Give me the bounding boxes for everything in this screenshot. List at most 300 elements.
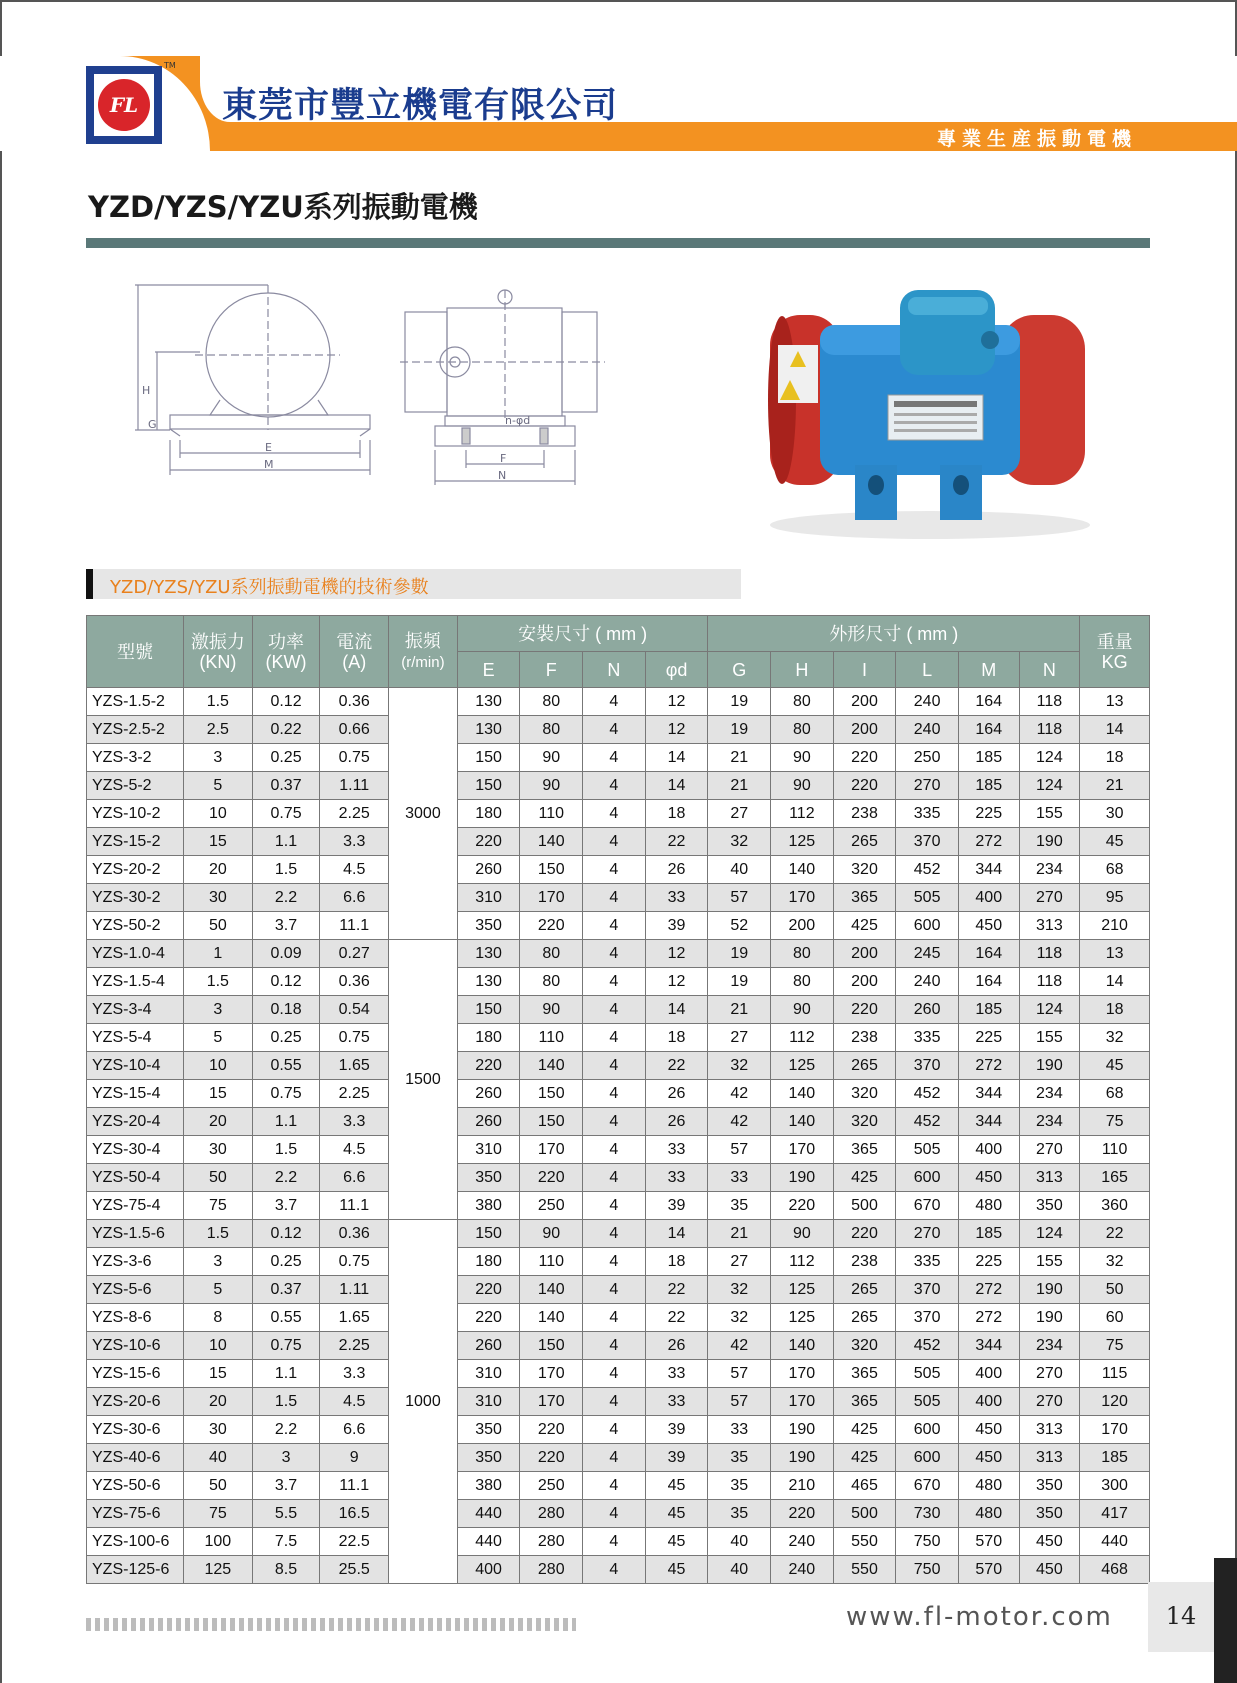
table-cell: 112 [771, 1024, 834, 1052]
table-cell: 225 [958, 1248, 1019, 1276]
table-cell: 452 [896, 1080, 959, 1108]
table-row [87, 968, 1150, 996]
table-cell: 500 [833, 1192, 896, 1220]
table-cell: 320 [833, 856, 896, 884]
table-cell: 4 [583, 912, 646, 940]
table-cell: 310 [457, 1136, 520, 1164]
table-cell: 118 [1019, 940, 1080, 968]
table-cell: 4 [583, 1220, 646, 1248]
table-cell: 280 [520, 1500, 583, 1528]
table-cell: 4 [583, 1388, 646, 1416]
table-cell: 14 [1080, 716, 1150, 744]
table-cell: 4 [583, 1192, 646, 1220]
table-cell: 4.5 [320, 1388, 389, 1416]
table-cell: 110 [520, 800, 583, 828]
table-cell: 20 [183, 856, 252, 884]
header-current: 電流 (A) [320, 616, 389, 688]
table-cell: 45 [645, 1500, 708, 1528]
table-cell: 15 [183, 1360, 252, 1388]
table-cell: 185 [958, 996, 1019, 1024]
table-cell: 39 [645, 912, 708, 940]
table-cell: 220 [771, 1192, 834, 1220]
table-cell: 30 [1080, 800, 1150, 828]
model-cell: YZS-50-2 [87, 912, 184, 940]
table-cell: 350 [1019, 1500, 1080, 1528]
table-cell: 270 [896, 1220, 959, 1248]
table-cell: 313 [1019, 1444, 1080, 1472]
table-cell: 240 [896, 716, 959, 744]
table-cell: 30 [183, 1416, 252, 1444]
table-cell: 265 [833, 1052, 896, 1080]
table-row [87, 800, 1150, 828]
table-cell: 125 [183, 1556, 252, 1584]
table-cell: 18 [1080, 996, 1150, 1024]
table-cell: 35 [708, 1472, 771, 1500]
table-cell: 452 [896, 1108, 959, 1136]
table-cell: 550 [833, 1528, 896, 1556]
table-cell: 425 [833, 1164, 896, 1192]
table-cell: 90 [520, 1220, 583, 1248]
table-cell: 200 [833, 688, 896, 716]
table-cell: 0.18 [252, 996, 320, 1024]
table-cell: 4 [583, 968, 646, 996]
table-cell: 1.5 [252, 856, 320, 884]
table-cell: 570 [958, 1556, 1019, 1584]
table-cell: 4 [583, 1164, 646, 1192]
table-cell: 1.65 [320, 1304, 389, 1332]
table-cell: 270 [1019, 884, 1080, 912]
dim-label-n: N [498, 469, 507, 482]
table-cell: 13 [1080, 688, 1150, 716]
table-cell: 505 [896, 1388, 959, 1416]
table-cell: 33 [645, 1360, 708, 1388]
table-cell: 33 [645, 1164, 708, 1192]
table-row [87, 1024, 1150, 1052]
table-cell: 240 [771, 1556, 834, 1584]
table-cell: 8 [183, 1304, 252, 1332]
table-cell: 39 [645, 1444, 708, 1472]
table-cell: 2.2 [252, 1164, 320, 1192]
table-cell: 32 [1080, 1024, 1150, 1052]
table-cell: 234 [1019, 856, 1080, 884]
motor-photo [760, 285, 1100, 545]
model-cell: YZS-50-4 [87, 1164, 184, 1192]
table-cell: 400 [958, 884, 1019, 912]
table-cell: 4 [583, 800, 646, 828]
table-cell: 440 [1080, 1528, 1150, 1556]
table-cell: 140 [520, 1276, 583, 1304]
model-cell: YZS-75-4 [87, 1192, 184, 1220]
table-cell: 190 [1019, 1276, 1080, 1304]
table-cell: 272 [958, 828, 1019, 856]
model-cell: YZS-2.5-2 [87, 716, 184, 744]
table-cell: 150 [520, 856, 583, 884]
table-cell: 140 [771, 856, 834, 884]
table-cell: 33 [708, 1416, 771, 1444]
table-cell: 26 [645, 856, 708, 884]
table-cell: 155 [1019, 1024, 1080, 1052]
table-cell: 600 [896, 1444, 959, 1472]
table-cell: 140 [771, 1332, 834, 1360]
table-cell: 2.25 [320, 1080, 389, 1108]
table-cell: 118 [1019, 716, 1080, 744]
table-cell: 5.5 [252, 1500, 320, 1528]
table-cell: 4 [583, 1332, 646, 1360]
table-cell: 265 [833, 1276, 896, 1304]
table-cell: 164 [958, 688, 1019, 716]
dim-label-e: E [265, 441, 272, 454]
table-cell: 452 [896, 1332, 959, 1360]
section-marker [86, 569, 93, 599]
table-row [87, 1388, 1150, 1416]
table-cell: 310 [457, 884, 520, 912]
table-cell: 200 [771, 912, 834, 940]
table-cell: 80 [520, 716, 583, 744]
table-cell: 19 [708, 940, 771, 968]
table-cell: 200 [833, 716, 896, 744]
logo-text: FL [109, 93, 139, 117]
table-cell: 155 [1019, 1248, 1080, 1276]
table-cell: 4 [583, 1360, 646, 1388]
table-row [87, 1192, 1150, 1220]
table-cell: 360 [1080, 1192, 1150, 1220]
table-cell: 350 [457, 912, 520, 940]
table-cell: 14 [645, 1220, 708, 1248]
table-cell: 1.5 [183, 968, 252, 996]
table-cell: 344 [958, 856, 1019, 884]
table-cell: 240 [896, 968, 959, 996]
company-logo [86, 66, 162, 144]
table-cell: 190 [1019, 1304, 1080, 1332]
table-cell: 3 [183, 744, 252, 772]
table-cell: 170 [1080, 1416, 1150, 1444]
table-cell: 365 [833, 1136, 896, 1164]
table-cell: 18 [645, 1024, 708, 1052]
table-cell: 12 [645, 716, 708, 744]
table-cell: 344 [958, 1080, 1019, 1108]
model-cell: YZS-3-2 [87, 744, 184, 772]
table-cell: 180 [457, 1248, 520, 1276]
table-cell: 22 [645, 1052, 708, 1080]
trademark-mark: TM [164, 61, 176, 70]
table-cell: 10 [183, 800, 252, 828]
table-row [87, 856, 1150, 884]
table-cell: 21 [708, 1220, 771, 1248]
table-row [87, 688, 1150, 716]
table-cell: 118 [1019, 968, 1080, 996]
table-cell: 190 [771, 1164, 834, 1192]
table-cell: 190 [771, 1444, 834, 1472]
header-e: E [457, 652, 520, 688]
model-cell: YZS-20-6 [87, 1388, 184, 1416]
table-cell: 270 [1019, 1136, 1080, 1164]
table-cell: 480 [958, 1500, 1019, 1528]
table-cell: 42 [708, 1332, 771, 1360]
table-cell: 4 [583, 1136, 646, 1164]
table-cell: 1.11 [320, 1276, 389, 1304]
table-cell: 344 [958, 1108, 1019, 1136]
model-cell: YZS-5-4 [87, 1024, 184, 1052]
table-cell: 260 [896, 996, 959, 1024]
model-cell: YZS-8-6 [87, 1304, 184, 1332]
table-cell: 32 [1080, 1248, 1150, 1276]
speed-cell: 3000 [389, 688, 458, 940]
table-cell: 380 [457, 1472, 520, 1500]
table-cell: 21 [1080, 772, 1150, 800]
table-cell: 0.66 [320, 716, 389, 744]
page-frame-top [0, 0, 1237, 2]
table-cell: 150 [520, 1108, 583, 1136]
table-cell: 450 [958, 912, 1019, 940]
table-cell: 112 [771, 1248, 834, 1276]
model-cell: YZS-10-6 [87, 1332, 184, 1360]
table-cell: 240 [896, 688, 959, 716]
table-cell: 0.55 [252, 1052, 320, 1080]
table-cell: 19 [708, 688, 771, 716]
table-cell: 313 [1019, 1164, 1080, 1192]
table-cell: 90 [520, 996, 583, 1024]
speed-cell: 1000 [389, 1220, 458, 1584]
table-row [87, 1248, 1150, 1276]
table-cell: 150 [520, 1332, 583, 1360]
table-cell: 0.12 [252, 968, 320, 996]
model-cell: YZS-125-6 [87, 1556, 184, 1584]
model-cell: YZS-1.5-4 [87, 968, 184, 996]
table-cell: 0.25 [252, 1248, 320, 1276]
table-row [87, 1220, 1150, 1248]
table-cell: 170 [520, 884, 583, 912]
table-cell: 365 [833, 884, 896, 912]
table-cell: 30 [183, 1136, 252, 1164]
table-cell: 1.11 [320, 772, 389, 800]
table-cell: 425 [833, 1416, 896, 1444]
table-cell: 50 [183, 1472, 252, 1500]
table-cell: 124 [1019, 744, 1080, 772]
table-cell: 110 [520, 1248, 583, 1276]
table-cell: 505 [896, 1136, 959, 1164]
table-cell: 6.6 [320, 884, 389, 912]
table-cell: 365 [833, 1388, 896, 1416]
table-cell: 450 [1019, 1556, 1080, 1584]
table-cell: 185 [958, 1220, 1019, 1248]
model-cell: YZS-1.0-4 [87, 940, 184, 968]
table-cell: 220 [520, 1164, 583, 1192]
table-cell: 320 [833, 1080, 896, 1108]
table-cell: 155 [1019, 800, 1080, 828]
table-row [87, 772, 1150, 800]
table-cell: 22 [1080, 1220, 1150, 1248]
table-cell: 45 [645, 1472, 708, 1500]
table-cell: 0.36 [320, 1220, 389, 1248]
table-cell: 450 [1019, 1528, 1080, 1556]
table-cell: 0.27 [320, 940, 389, 968]
table-cell: 33 [645, 884, 708, 912]
table-cell: 33 [645, 1136, 708, 1164]
table-cell: 150 [457, 996, 520, 1024]
table-cell: 90 [771, 744, 834, 772]
table-cell: 130 [457, 688, 520, 716]
table-cell: 50 [1080, 1276, 1150, 1304]
table-cell: 150 [457, 1220, 520, 1248]
table-cell: 130 [457, 940, 520, 968]
table-cell: 238 [833, 1024, 896, 1052]
table-cell: 220 [457, 828, 520, 856]
model-cell: YZS-15-6 [87, 1360, 184, 1388]
table-row [87, 1108, 1150, 1136]
table-cell: 1 [183, 940, 252, 968]
table-cell: 5 [183, 772, 252, 800]
table-cell: 750 [896, 1528, 959, 1556]
table-cell: 0.36 [320, 688, 389, 716]
table-cell: 165 [1080, 1164, 1150, 1192]
table-cell: 350 [457, 1164, 520, 1192]
table-cell: 170 [520, 1360, 583, 1388]
header-n2: N [1019, 652, 1080, 688]
speed-cell: 1500 [389, 940, 458, 1220]
table-cell: 0.25 [252, 744, 320, 772]
table-cell: 40 [708, 1528, 771, 1556]
table-cell: 185 [958, 744, 1019, 772]
table-cell: 0.12 [252, 1220, 320, 1248]
table-cell: 1.1 [252, 1108, 320, 1136]
table-cell: 12 [645, 968, 708, 996]
table-cell: 150 [457, 744, 520, 772]
page-edge-bar [1214, 1558, 1237, 1683]
table-cell: 150 [457, 772, 520, 800]
table-row [87, 940, 1150, 968]
table-row [87, 1164, 1150, 1192]
table-cell: 4 [583, 1248, 646, 1276]
dim-label-hole: n-φd [505, 414, 531, 427]
table-cell: 4 [583, 1472, 646, 1500]
table-cell: 13 [1080, 940, 1150, 968]
table-cell: 170 [520, 1388, 583, 1416]
table-cell: 4 [583, 856, 646, 884]
table-cell: 220 [520, 1444, 583, 1472]
table-cell: 22 [645, 828, 708, 856]
model-cell: YZS-3-4 [87, 996, 184, 1024]
spec-table-body [87, 688, 1150, 1584]
table-cell: 190 [1019, 1052, 1080, 1080]
table-cell: 220 [457, 1052, 520, 1080]
company-name: 東莞市豐立機電有限公司 [222, 86, 619, 126]
header-force: 激振力 (KN) [183, 616, 252, 688]
table-cell: 0.75 [320, 1248, 389, 1276]
table-row [87, 1276, 1150, 1304]
table-cell: 1.5 [252, 1136, 320, 1164]
table-cell: 4.5 [320, 1136, 389, 1164]
table-cell: 500 [833, 1500, 896, 1528]
table-cell: 4 [583, 884, 646, 912]
table-cell: 480 [958, 1192, 1019, 1220]
table-cell: 0.55 [252, 1304, 320, 1332]
table-cell: 80 [771, 716, 834, 744]
table-cell: 3.3 [320, 828, 389, 856]
table-cell: 170 [771, 884, 834, 912]
table-cell: 220 [833, 744, 896, 772]
table-cell: 344 [958, 1332, 1019, 1360]
table-cell: 440 [457, 1500, 520, 1528]
table-cell: 33 [645, 1388, 708, 1416]
title-divider [86, 238, 1150, 248]
table-cell: 6.6 [320, 1416, 389, 1444]
table-cell: 452 [896, 856, 959, 884]
table-cell: 3 [252, 1444, 320, 1472]
table-cell: 313 [1019, 1416, 1080, 1444]
table-cell: 4 [583, 1304, 646, 1332]
table-cell: 4 [583, 1024, 646, 1052]
table-cell: 130 [457, 968, 520, 996]
table-cell: 4 [583, 1556, 646, 1584]
table-cell: 40 [183, 1444, 252, 1472]
table-cell: 0.37 [252, 1276, 320, 1304]
table-cell: 14 [645, 744, 708, 772]
table-cell: 15 [183, 828, 252, 856]
table-cell: 1.5 [183, 688, 252, 716]
table-cell: 210 [771, 1472, 834, 1500]
model-cell: YZS-100-6 [87, 1528, 184, 1556]
table-cell: 600 [896, 912, 959, 940]
table-cell: 45 [645, 1528, 708, 1556]
table-cell: 270 [1019, 1388, 1080, 1416]
model-cell: YZS-75-6 [87, 1500, 184, 1528]
table-cell: 7.5 [252, 1528, 320, 1556]
model-cell: YZS-1.5-2 [87, 688, 184, 716]
table-cell: 18 [645, 800, 708, 828]
table-cell: 670 [896, 1192, 959, 1220]
table-cell: 6.6 [320, 1164, 389, 1192]
table-cell: 180 [457, 1024, 520, 1052]
table-row [87, 1304, 1150, 1332]
table-cell: 220 [520, 1416, 583, 1444]
table-cell: 350 [1019, 1192, 1080, 1220]
table-cell: 505 [896, 884, 959, 912]
table-cell: 450 [958, 1416, 1019, 1444]
table-cell: 0.75 [320, 744, 389, 772]
table-cell: 140 [520, 828, 583, 856]
header-l: L [896, 652, 959, 688]
table-cell: 32 [708, 1052, 771, 1080]
dim-label-m: M [264, 458, 274, 471]
page-frame-left [0, 0, 2, 1683]
table-cell: 4 [583, 1416, 646, 1444]
table-cell: 68 [1080, 1080, 1150, 1108]
table-cell: 164 [958, 940, 1019, 968]
table-cell: 170 [771, 1360, 834, 1388]
table-cell: 234 [1019, 1080, 1080, 1108]
table-cell: 450 [958, 1444, 1019, 1472]
table-cell: 425 [833, 912, 896, 940]
website-url: www.fl-motor.com [846, 1602, 1113, 1632]
table-cell: 670 [896, 1472, 959, 1500]
table-cell: 11.1 [320, 1472, 389, 1500]
table-cell: 42 [708, 1080, 771, 1108]
table-cell: 280 [520, 1528, 583, 1556]
table-cell: 80 [520, 968, 583, 996]
table-cell: 370 [896, 1052, 959, 1080]
table-cell: 45 [1080, 1052, 1150, 1080]
model-cell: YZS-5-2 [87, 772, 184, 800]
table-cell: 272 [958, 1304, 1019, 1332]
table-cell: 185 [1080, 1444, 1150, 1472]
header-phi-d: φd [645, 652, 708, 688]
table-cell: 4 [583, 1108, 646, 1136]
table-row [87, 1500, 1150, 1528]
table-cell: 190 [1019, 828, 1080, 856]
header-m: M [958, 652, 1019, 688]
table-cell: 9 [320, 1444, 389, 1472]
table-cell: 4 [583, 1080, 646, 1108]
